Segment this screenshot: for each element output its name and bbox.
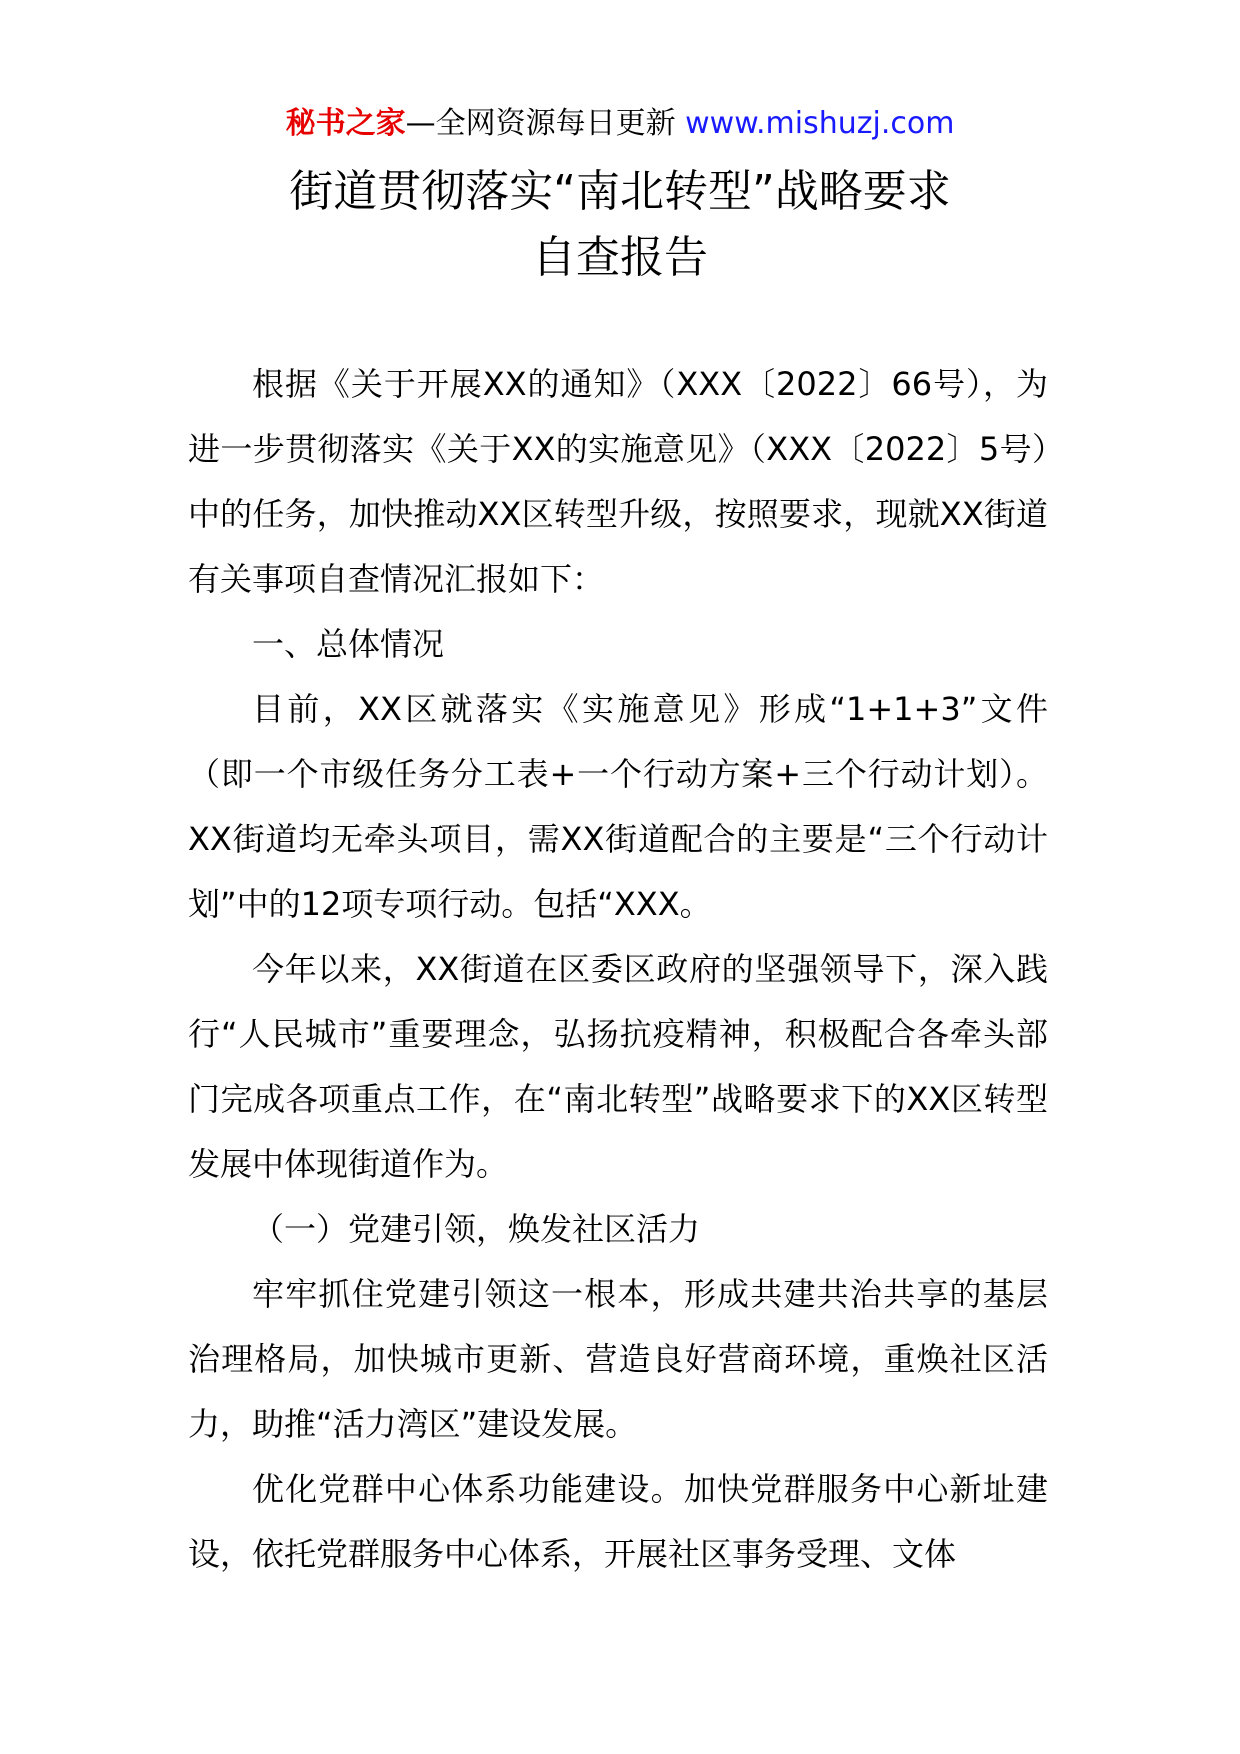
paragraph-intro: 根据《关于开展XX的通知》（XXX〔2022〕66号），为进一步贯彻落实《关于XX的实施意见》（XXX〔2022〕5号）中的任务，加快推动XX区转型升级，按照要求，现就XX街道有关事项自查情况汇报如下： xyxy=(188,365,1048,598)
subsection-heading-party-building: （一）党建引领，焕发社区活力 xyxy=(252,1210,701,1248)
site-header xyxy=(0,100,1240,148)
section-heading-overview: 一、总体情况 xyxy=(252,625,445,663)
site-url: www.mishuzj.com xyxy=(685,106,955,141)
paragraph-this-year: 今年以来，XX街道在区委区政府的坚强领导下，深入践行“人民城市”重要理念，弘扬抗疫精神，积极配合各牵头部门完成各项重点工作，在“南北转型”战略要求下的XX区转型发展中体现街道作为。 xyxy=(188,950,1048,1183)
paragraph-current-status: 目前，XX区就落实《实施意见》形成“1+1+3”文件（即一个市级任务分工表+一个行动方案+三个行动计划）。XX街道均无牵头项目，需XX街道配合的主要是“三个行动计划”中的12项专项行动。包括“XXX。 xyxy=(188,690,1048,923)
paragraph-service-center: 优化党群中心体系功能建设。加快党群服务中心新址建设，依托党群服务中心体系，开展社区事务受理、文体 xyxy=(188,1470,1048,1573)
document-title-line-1: 街道贯彻落实“南北转型”战略要求 xyxy=(289,166,951,217)
header-slogan: —全网资源每日更新 xyxy=(405,106,686,141)
paragraph-party-building: 牢牢抓住党建引领这一根本，形成共建共治共享的基层治理格局，加快城市更新、营造良好营商环境，重焕社区活力，助推“活力湾区”建设发展。 xyxy=(188,1275,1048,1443)
brand-name: 秘书之家 xyxy=(285,106,406,141)
document-title-line-2: 自查报告 xyxy=(532,232,708,283)
document-body xyxy=(188,352,1048,1587)
